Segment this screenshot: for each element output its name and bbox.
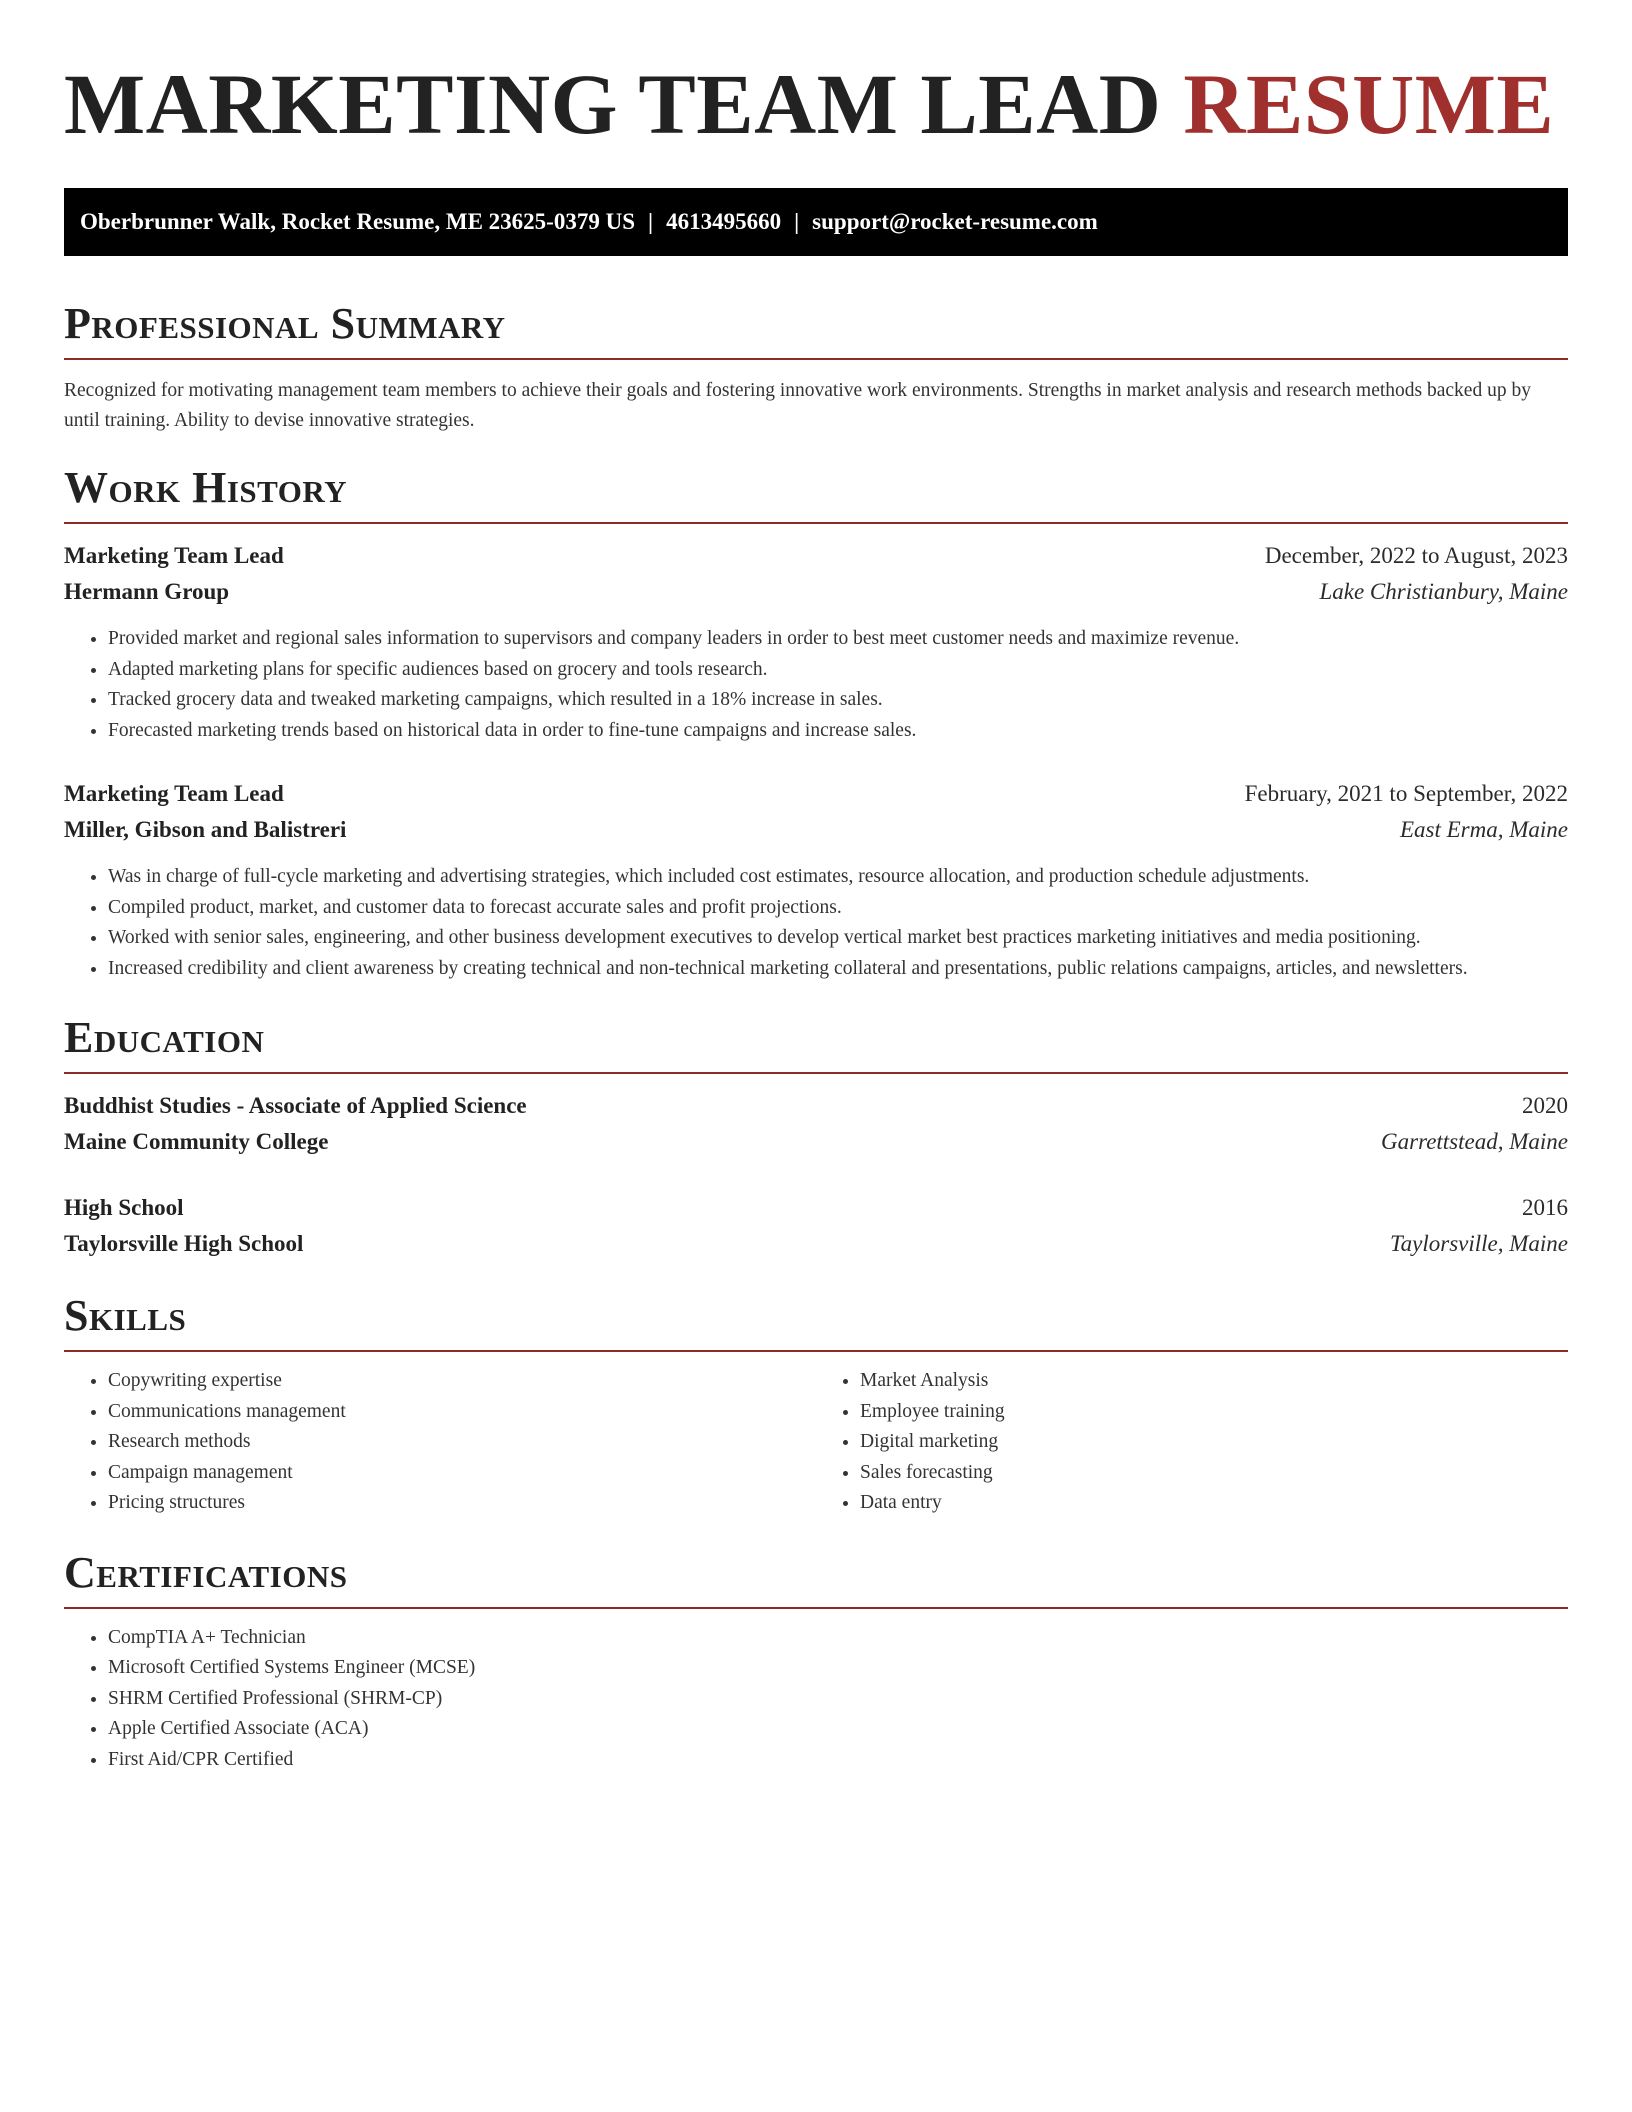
skill-item: • Employee training bbox=[860, 1397, 1568, 1428]
section-title-summary: Professional Summary bbox=[64, 299, 506, 348]
skills-section bbox=[64, 1290, 1568, 1519]
job-company-row bbox=[64, 812, 1568, 848]
job-bullet: • Adapted marketing plans for specific audiences based on grocery and tools research. bbox=[108, 655, 1568, 686]
certification-item: • Microsoft Certified Systems Engineer (MCSE) bbox=[108, 1653, 1568, 1684]
section-divider bbox=[64, 1607, 1568, 1609]
education-location: Taylorsville, Maine bbox=[1389, 1231, 1568, 1256]
skill-item: • Market Analysis bbox=[860, 1366, 1568, 1397]
job-bullet: • Provided market and regional sales information to supervisors and company leaders in order to best meet customer needs and maximize revenue. bbox=[108, 624, 1568, 655]
job-title: Marketing Team Lead bbox=[64, 543, 284, 568]
job-entry bbox=[64, 538, 1568, 746]
skill-item: • Copywriting expertise bbox=[108, 1366, 816, 1397]
skill-item: • Research methods bbox=[108, 1427, 816, 1458]
summary-text: Recognized for motivating management team members to achieve their goals and fostering innovative work environments. Strengths in market analysis and research methods backed up by until training. Ability to devise innovative strategies. bbox=[64, 380, 1531, 431]
summary-section bbox=[64, 298, 1568, 436]
section-title-certifications: Certifications bbox=[64, 1547, 348, 1597]
job-bullet: • Forecasted marketing trends based on historical data in order to fine-tune campaigns and increase sales. bbox=[108, 716, 1568, 747]
job-company-row bbox=[64, 574, 1568, 610]
contact-separator: | bbox=[794, 209, 800, 234]
job-header-row bbox=[64, 776, 1568, 812]
resume-title bbox=[64, 0, 1568, 150]
skill-item: • Communications management bbox=[108, 1397, 816, 1428]
contact-phone: 4613495660 bbox=[666, 209, 782, 234]
job-location: Lake Christianbury, Maine bbox=[1319, 579, 1568, 604]
job-title: Marketing Team Lead bbox=[64, 781, 284, 806]
job-bullet: • Increased credibility and client awareness by creating technical and non-technical marketing collateral and presentations, public relations campaigns, articles, and newsletters. bbox=[108, 954, 1568, 985]
job-dates: February, 2021 to September, 2022 bbox=[1244, 781, 1568, 806]
certifications-section bbox=[64, 1547, 1568, 1776]
job-company: Hermann Group bbox=[64, 579, 230, 604]
job-entry bbox=[64, 776, 1568, 984]
job-bullet: • Tracked grocery data and tweaked marketing campaigns, which resulted in a 18% increase in sales. bbox=[108, 685, 1568, 716]
section-title-education: Education bbox=[64, 1013, 265, 1062]
skills-list-left bbox=[64, 1366, 816, 1519]
title-main: MARKETING TEAM LEAD bbox=[64, 56, 1162, 152]
certification-item: • First Aid/CPR Certified bbox=[108, 1745, 1568, 1776]
job-location: East Erma, Maine bbox=[1399, 817, 1568, 842]
education-entry bbox=[64, 1190, 1568, 1262]
education-year: 2016 bbox=[1522, 1195, 1568, 1220]
skills-grid bbox=[64, 1366, 1568, 1519]
certifications-list bbox=[64, 1623, 1568, 1776]
contact-address: Oberbrunner Walk, Rocket Resume, ME 23625-0379 US bbox=[80, 209, 635, 234]
job-bullet: • Worked with senior sales, engineering, and other business development executives to develop vertical market best practices marketing initiatives and media positioning. bbox=[108, 923, 1568, 954]
job-bullet: • Was in charge of full-cycle marketing and advertising strategies, which included cost estimates, resource allocation, and production schedule adjustments. bbox=[108, 862, 1568, 893]
section-divider bbox=[64, 1072, 1568, 1074]
education-entry bbox=[64, 1088, 1568, 1160]
education-year: 2020 bbox=[1522, 1093, 1568, 1118]
education-school-row bbox=[64, 1124, 1568, 1160]
work-history-section bbox=[64, 462, 1568, 984]
education-school: Taylorsville High School bbox=[64, 1231, 304, 1256]
skill-item: • Pricing structures bbox=[108, 1488, 816, 1519]
job-bullets bbox=[64, 624, 1568, 746]
education-degree-row bbox=[64, 1190, 1568, 1226]
job-dates: December, 2022 to August, 2023 bbox=[1264, 543, 1568, 568]
skill-item: • Sales forecasting bbox=[860, 1458, 1568, 1489]
job-bullets bbox=[64, 862, 1568, 984]
education-school-row bbox=[64, 1226, 1568, 1262]
contact-separator: | bbox=[648, 209, 654, 234]
title-accent: RESUME bbox=[1183, 56, 1555, 152]
job-header-row bbox=[64, 538, 1568, 574]
education-location: Garrettstead, Maine bbox=[1381, 1129, 1568, 1154]
job-bullet: • Compiled product, market, and customer data to forecast accurate sales and profit projections. bbox=[108, 893, 1568, 924]
skill-item: • Digital marketing bbox=[860, 1427, 1568, 1458]
education-degree-row bbox=[64, 1088, 1568, 1124]
skill-item: • Campaign management bbox=[108, 1458, 816, 1489]
certification-item: • CompTIA A+ Technician bbox=[108, 1623, 1568, 1654]
section-title-work-history: Work History bbox=[64, 463, 348, 512]
education-school: Maine Community College bbox=[64, 1129, 329, 1154]
education-degree: Buddhist Studies - Associate of Applied Science bbox=[64, 1093, 527, 1118]
skills-list-right bbox=[816, 1366, 1568, 1519]
section-divider bbox=[64, 358, 1568, 360]
certification-item: • Apple Certified Associate (ACA) bbox=[108, 1714, 1568, 1745]
skill-item: • Data entry bbox=[860, 1488, 1568, 1519]
contact-bar bbox=[64, 188, 1568, 256]
education-section bbox=[64, 1012, 1568, 1262]
education-degree: High School bbox=[64, 1195, 184, 1220]
contact-email: support@rocket-resume.com bbox=[812, 209, 1098, 234]
certification-item: • SHRM Certified Professional (SHRM-CP) bbox=[108, 1684, 1568, 1715]
job-company: Miller, Gibson and Balistreri bbox=[64, 817, 347, 842]
section-title-skills: Skills bbox=[64, 1291, 187, 1340]
section-divider bbox=[64, 522, 1568, 524]
section-divider bbox=[64, 1350, 1568, 1352]
